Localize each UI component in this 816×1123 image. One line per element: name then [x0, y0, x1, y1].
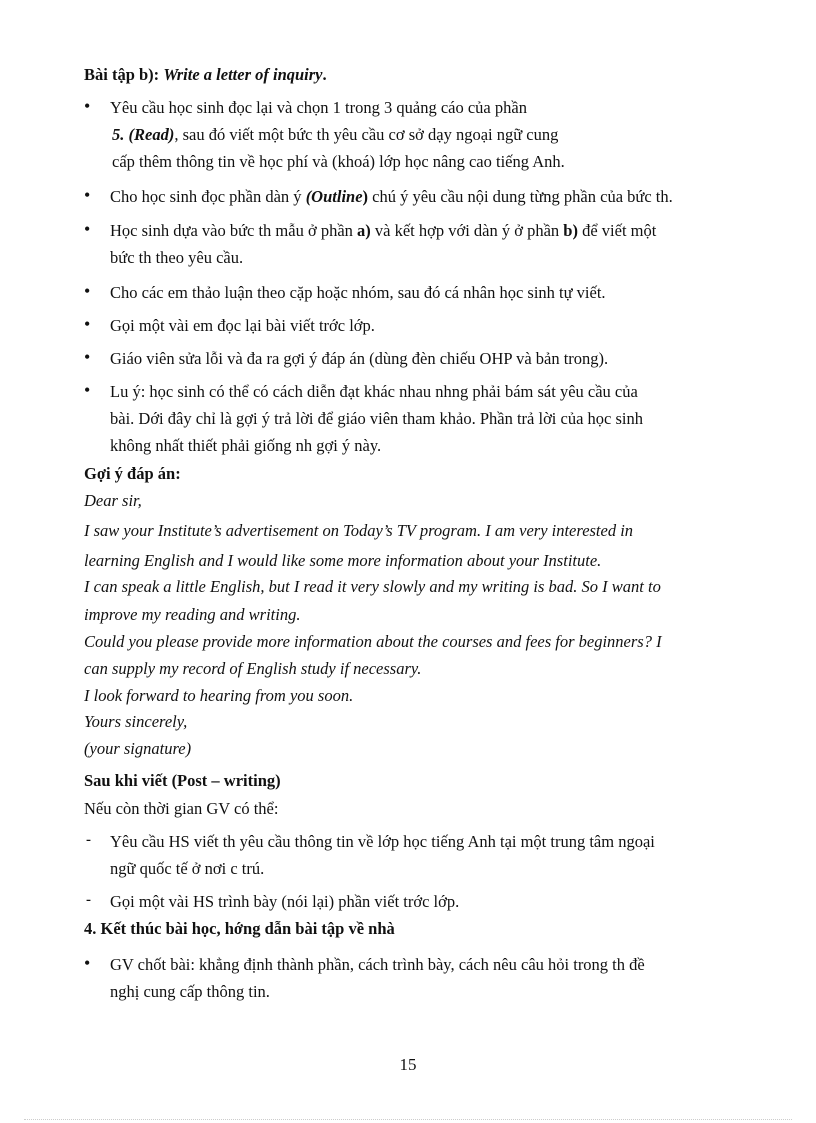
bullet-1-line-3: cấp thêm thông tin về học phí và (khoá) lớp học nâng cao tiếng Anh.: [112, 152, 565, 171]
bullet-2-line: [110, 186, 673, 208]
letter-p1-line-1: I saw your Institute’s advertisement on Today’s TV program. I am very interested in: [84, 521, 634, 540]
bullet-icon: •: [84, 380, 91, 400]
bullet-4-line: Cho các em thảo luận theo cặp hoặc nhóm, sau đó cá nhân học sinh tự viết.: [110, 283, 606, 302]
post-writing-item-2: Gọi một vài HS trình bày (nói lại) phần viết trớc lớp.: [110, 892, 460, 911]
section-b-label: Bài tập b):: [84, 65, 160, 84]
letter-p2-line-1: I can speak a little English, but I read it very slowly and my writing is bad. So I want to: [84, 577, 661, 596]
bullet-6-line: Giáo viên sửa lỗi và đa ra gợi ý đáp án (dùng đèn chiếu OHP và bản trong).: [110, 349, 609, 368]
bullet-3-line-1: [110, 220, 656, 242]
bullet-1-line-2: [112, 124, 558, 146]
bullet-icon: •: [84, 314, 91, 334]
bullet-7-line-2: bài. Dới đây chỉ là gợi ý trả lời để giáo viên tham khảo. Phần trả lời của học sinh: [110, 409, 643, 428]
dash-icon: -: [86, 832, 91, 848]
bullet-1-line-1: Yêu cầu học sinh đọc lại và chọn 1 trong 3 quảng cáo của phần: [110, 98, 527, 117]
outline-reference: (Outline: [305, 187, 363, 206]
bullet-icon: •: [84, 347, 91, 367]
section-4-heading: 4. Kết thúc bài học, hớng dẫn bài tập về nhà: [84, 919, 395, 938]
post-writing-item-1-line-2: ngữ quốc tế ở nơi c trú.: [110, 859, 265, 878]
dash-icon: -: [86, 892, 91, 908]
bullet-icon: •: [84, 953, 91, 973]
bullet-2-post: chú ý yêu cầu nội dung từng phần của bức th.: [368, 187, 673, 206]
bullet-icon: •: [84, 96, 91, 116]
answer-heading: Gợi ý đáp án:: [84, 464, 181, 483]
bullet-3-pre: Học sinh dựa vào bức th mẫu ở phần: [110, 221, 358, 240]
bullet-2-pre: Cho học sinh đọc phần dàn ý: [110, 187, 306, 206]
bullet-icon: •: [84, 219, 91, 239]
letter-p4: I look forward to hearing from you soon.: [84, 686, 354, 705]
read-reference: 5. (Read): [112, 125, 175, 144]
section-b-dot: .: [322, 65, 327, 84]
post-writing-item-1-line-1: Yêu cầu HS viết th yêu cầu thông tin về lớp học tiếng Anh tại một trung tâm ngoại: [110, 832, 655, 851]
bullet-7-line-1: Lu ý: học sinh có thể có cách diễn đạt khác nhau nhng phải bám sát yêu cầu của: [110, 382, 638, 401]
letter-p1-line-2: learning English and I would like some more information about your Institute.: [84, 551, 602, 570]
letter-p3-line-1: Could you please provide more information about the courses and fees for beginners? I: [84, 632, 662, 651]
bullet-icon: •: [84, 185, 91, 205]
page-bottom-divider: [24, 1119, 792, 1120]
letter-signature: (your signature): [84, 739, 192, 758]
page-number: 15: [399, 1055, 417, 1074]
letter-p3-line-2: can supply my record of English study if necessary.: [84, 659, 422, 678]
part-b-ref: b): [563, 221, 578, 240]
post-writing-heading: Sau khi viết (Post – writing): [84, 771, 281, 790]
bullet-3-post: để viết một: [577, 221, 657, 240]
bullet-7-line-3: không nhất thiết phải giống nh gợi ý này.: [110, 436, 382, 455]
bullet-5-line: Gọi một vài em đọc lại bài viết trớc lớp.: [110, 316, 375, 335]
letter-closing: Yours sincerely,: [84, 712, 188, 731]
letter-salutation: Dear sir,: [84, 491, 142, 510]
outline-close: ): [362, 187, 369, 206]
bullet-icon: •: [84, 281, 91, 301]
section-4-item-line-1: GV chốt bài: khẳng định thành phần, cách trình bày, cách nêu câu hỏi trong th đề: [110, 955, 645, 974]
bullet-1-line-2-rest: , sau đó viết một bức th yêu cầu cơ sở dạy ngoại ngữ cung: [174, 125, 559, 144]
section-4-item-line-2: nghị cung cấp thông tin.: [110, 982, 270, 1001]
bullet-3-line-2: bức th theo yêu cầu.: [110, 248, 244, 267]
letter-p2-line-2: improve my reading and writing.: [84, 605, 301, 624]
part-a-ref: a): [357, 221, 371, 240]
section-b-title: Write a letter of inquiry: [163, 65, 323, 84]
section-b-heading: [84, 64, 327, 86]
post-writing-intro: Nếu còn thời gian GV có thể:: [84, 799, 279, 818]
bullet-3-mid: và kết hợp với dàn ý ở phần: [370, 221, 564, 240]
